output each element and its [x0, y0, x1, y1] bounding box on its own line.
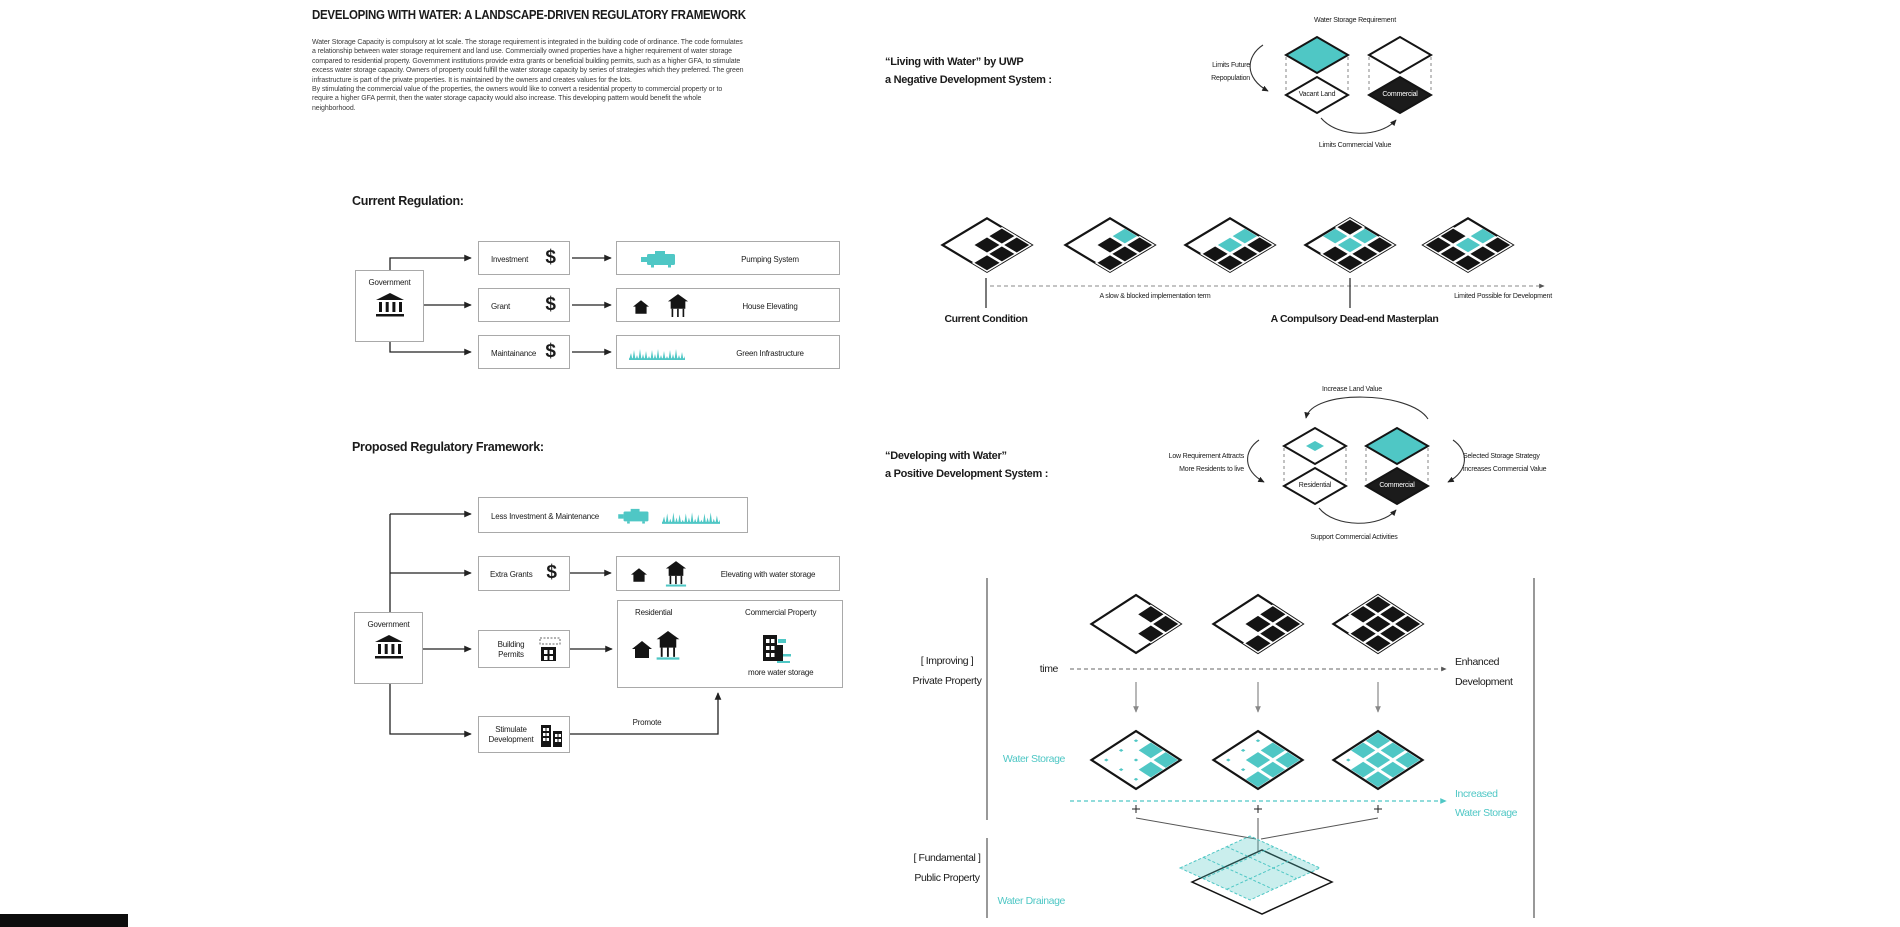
grass-icon — [662, 509, 720, 524]
land-diamond-1 — [1087, 592, 1185, 656]
extra-grants-box — [478, 556, 570, 591]
stimulate-development-label: Stimulate Development — [488, 725, 534, 744]
grant-box — [478, 288, 570, 322]
negative-system-shapes — [1250, 37, 1431, 133]
selected-strategy-label-2: increases Commercial Value — [1463, 466, 1547, 473]
water-storage-label: Water Storage — [1002, 753, 1065, 765]
more-water-storage-label: more water storage — [748, 668, 814, 677]
maintainance-box — [478, 335, 570, 369]
less-investment-label: Less Investment & Maintenance — [491, 512, 600, 521]
bottom-black-bar — [0, 914, 128, 927]
land-diamond-2 — [1209, 592, 1307, 656]
bank-icon — [375, 293, 405, 317]
maintainance-label: Maintainance — [491, 349, 537, 358]
dollar-icon: $ — [545, 341, 556, 362]
house-elevating-label: House Elevating — [742, 302, 798, 311]
government-label: Government — [367, 620, 410, 629]
masterplan-diamond-2 — [1062, 215, 1158, 275]
limits-repopulation-arrow — [1250, 45, 1268, 91]
masterplan-diamond-4 — [1302, 215, 1398, 275]
government-label: Government — [368, 278, 411, 287]
commercial-label-negative: Commercial — [1382, 91, 1418, 98]
residential-label: Residential — [635, 608, 673, 617]
current-condition-label: Current Condition — [944, 313, 1028, 325]
low-requirement-label-2: More Residents to live — [1179, 466, 1244, 473]
storage-requirement-diamond — [1286, 37, 1348, 73]
house-icon — [631, 568, 647, 582]
commercial-label-positive: Commercial — [1379, 482, 1415, 489]
storage-diamond-1 — [1086, 727, 1186, 793]
limits-future-label-2: Repopulation — [1211, 75, 1250, 82]
empty-requirement-diamond — [1369, 37, 1431, 73]
commercial-building-icon — [762, 633, 792, 663]
elevated-house-water-icon — [665, 560, 687, 588]
increases-value-arrow — [1448, 440, 1464, 482]
storage-diamond-2 — [1208, 727, 1308, 793]
extra-grants-label: Extra Grants — [490, 570, 533, 579]
increase-land-value-arrow — [1306, 397, 1428, 419]
land-diamond-3 — [1329, 592, 1427, 656]
limits-future-label-1: Limits Future — [1212, 62, 1250, 69]
water-drainage-label: Water Drainage — [997, 895, 1065, 907]
time-label: time — [1039, 663, 1058, 675]
less-investment-box — [478, 497, 748, 533]
green-infrastructure-box — [616, 335, 840, 369]
government-box-proposed — [354, 612, 423, 684]
dollar-icon: $ — [545, 294, 556, 315]
grass-icon — [629, 346, 685, 360]
water-drainage-plane — [1180, 836, 1332, 914]
positive-system-shapes — [1248, 397, 1465, 523]
grant-label: Grant — [491, 302, 511, 311]
buildings-icon — [541, 723, 565, 747]
house-elevating-box — [616, 288, 840, 322]
elevated-house-icon — [667, 293, 689, 319]
pump-icon — [641, 250, 681, 268]
bank-icon — [374, 635, 404, 659]
building-permits-box — [478, 630, 570, 668]
stimulate-development-box — [478, 716, 570, 753]
fundamental-label: [ Fundamental ] — [913, 852, 981, 864]
increased-storage-label-1: Increased — [1455, 788, 1498, 800]
pumping-system-box — [616, 241, 840, 275]
increase-land-value-label: Increase Land Value — [1322, 386, 1382, 393]
elevated-house-water-icon — [655, 630, 681, 661]
improving-label: [ Improving ] — [920, 655, 974, 667]
limits-commercial-arrow — [1321, 118, 1396, 133]
plus-marks — [1132, 805, 1382, 813]
intro-paragraph-1: Water Storage Capacity is compulsory at lot scale. The storage requirement is integrated in the building code of ordinance. The code formulates a relationship between water storage requirement and land use. Commercially owned properties have a higher requirement of water storage compared to residential property. Government institutions provide extra grants or beneficial building permits, such as a higher GFA, to stimulate excess water storage capacity. Owners of property could fulfill the water storage capacity by series of strategies which they preferred. The green infrastructure is part of the private properties. It is maintained by the owners and creates values for the lots. — [312, 39, 744, 84]
positive-system-title-2: a Positive Development System : — [885, 468, 1049, 480]
government-box-current — [355, 270, 424, 342]
elevating-storage-box — [616, 556, 840, 591]
limits-commercial-value-label: Limits Commercial Value — [1318, 142, 1392, 149]
deadend-masterplan-label: A Compulsory Dead-end Masterplan — [1270, 313, 1439, 325]
selected-storage-diamond — [1366, 428, 1428, 464]
page-title: DEVELOPING WITH WATER: A LANDSCAPE-DRIVEN REGULATORY FRAMEWORK — [312, 8, 746, 22]
masterplan-diamond-5 — [1420, 215, 1516, 275]
support-commercial-label: Support Commercial Activities — [1310, 534, 1398, 541]
limited-development-label: Limited Possible for Development — [1454, 293, 1552, 300]
house-icon — [632, 641, 652, 658]
residential-diamond-label: Residential — [1298, 482, 1332, 489]
building-permits-label: Building Permits — [497, 640, 525, 659]
investment-label: Investment — [491, 255, 529, 264]
elevating-storage-label: Elevating with water storage — [720, 570, 816, 579]
attracts-residents-arrow — [1248, 440, 1264, 482]
selected-strategy-label-1: Selected Storage Strategy — [1463, 453, 1540, 460]
masterplan-diamond-3 — [1182, 215, 1278, 275]
house-icon — [633, 300, 649, 314]
water-storage-requirement-label: Water Storage Requirement — [1314, 17, 1396, 24]
private-property-label: Private Property — [912, 675, 982, 687]
increased-storage-label-2: Water Storage — [1455, 807, 1518, 819]
positive-system-title-1: “Developing with Water” — [885, 450, 1007, 462]
support-commercial-arrow — [1319, 508, 1396, 523]
commercial-property-label: Commercial Property — [745, 608, 817, 617]
green-infrastructure-label: Green Infrastructure — [736, 349, 804, 358]
intro-paragraph-2: By stimulating the commercial value of the properties, the owners would like to convert a residential property to commercial property or to require a higher GFA permit, then the water storage capacity would also increase. This developing pattern would benefit the whole neighborhood. — [312, 86, 723, 112]
low-requirement-label-1: Low Requirement Attracts — [1168, 453, 1244, 460]
public-property-label: Public Property — [914, 872, 980, 884]
promote-label: Promote — [632, 718, 662, 727]
negative-system-title-1: “Living with Water” by UWP — [885, 56, 1024, 68]
dollar-icon: $ — [546, 562, 557, 583]
proposed-framework-heading: Proposed Regulatory Framework: — [352, 440, 544, 454]
masterplan-diamond-1 — [939, 215, 1035, 275]
dollar-icon: $ — [545, 247, 556, 268]
implementation-term-label: A slow & blocked implementation term — [1099, 293, 1211, 300]
pumping-system-label: Pumping System — [741, 255, 799, 264]
enhanced-label-1: Enhanced — [1455, 656, 1500, 668]
current-regulation-heading: Current Regulation: — [352, 194, 464, 208]
investment-box — [478, 241, 570, 275]
enhanced-label-2: Development — [1455, 676, 1513, 688]
permit-icon — [539, 637, 561, 663]
negative-system-title-2: a Negative Development System : — [885, 74, 1052, 86]
pump-icon — [618, 508, 654, 524]
vacant-land-label: Vacant Land — [1298, 91, 1336, 98]
storage-diamond-3 — [1328, 727, 1428, 793]
